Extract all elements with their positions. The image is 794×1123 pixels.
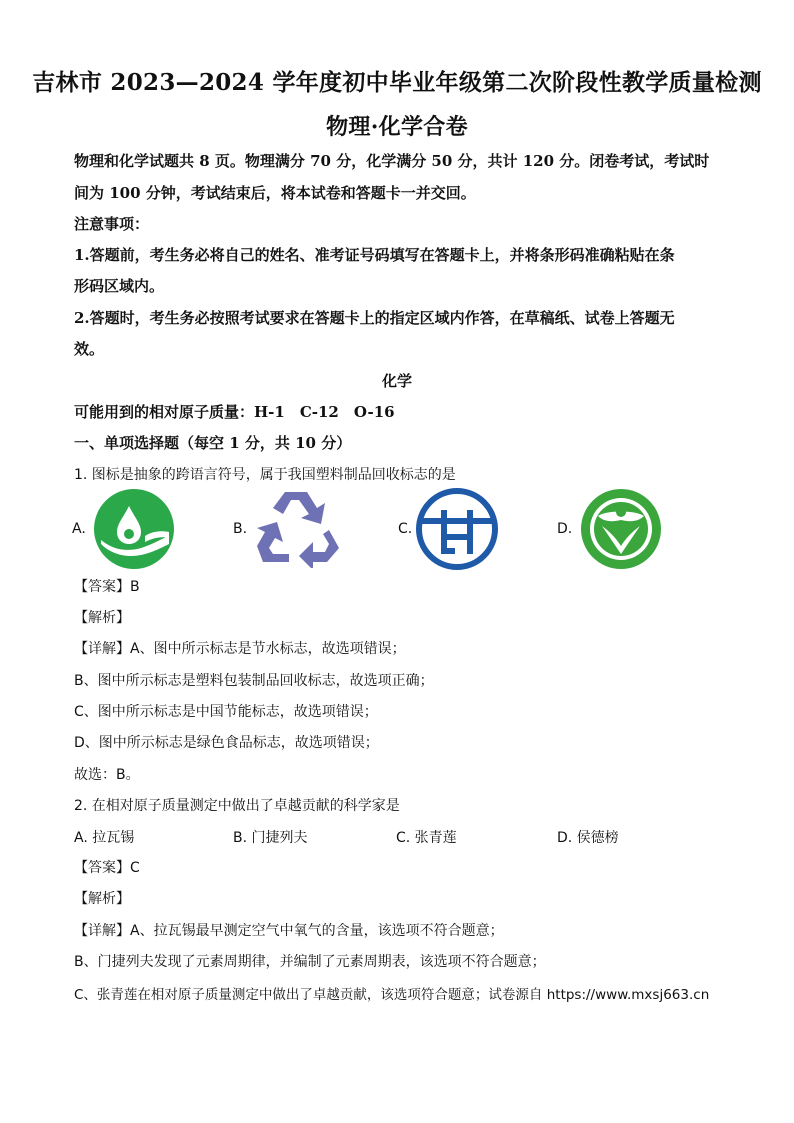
q1-option-b-label: B. — [233, 521, 248, 537]
q2-detail-c: C、张青莲在相对原子质量测定中做出了卓越贡献，该选项符合题意；试卷源自 https://www.mxsj663.cn — [74, 987, 710, 1003]
q2-option-a: A. 拉瓦锡 — [74, 830, 135, 846]
notice-2-line-1: 2.答题时，考生务必按照考试要求在答题卡上的指定区域内作答，在草稿纸、试卷上答题无 — [74, 309, 675, 327]
q1-option-a-label: A. — [72, 521, 86, 537]
atomic-mass-note: 可能用到的相对原子质量：H-1 C-12 O-16 — [74, 403, 395, 421]
page-title: 吉林市 2023—2024 学年度初中毕业年级第二次阶段性教学质量检测 — [32, 69, 762, 96]
notice-title: 注意事项： — [74, 215, 150, 233]
q2-analysis: 【解析】 — [74, 891, 130, 907]
q2-detail-a: 【详解】A、拉瓦锡最早测定空气中氧气的含量，该选项不符合题意； — [74, 923, 504, 939]
part-title: 一、单项选择题（每空 1 分，共 10 分） — [74, 434, 352, 452]
q2-stem: 2. 在相对原子质量测定中做出了卓越贡献的科学家是 — [74, 798, 400, 814]
q1-detail-d: D、图中所示标志是绿色食品标志，故选项错误； — [74, 735, 379, 751]
q1-answer: 【答案】B — [74, 579, 140, 595]
q1-conclusion: 故选：B。 — [74, 767, 140, 783]
q1-stem: 1. 图标是抽象的跨语言符号，属于我国塑料制品回收标志的是 — [74, 467, 456, 483]
q1-detail-a: 【详解】A、图中所示标志是节水标志，故选项错误； — [74, 641, 406, 657]
page-subtitle: 物理·化学合卷 — [326, 114, 468, 140]
q1-detail-c: C、图中所示标志是中国节能标志，故选项错误； — [74, 704, 378, 720]
recycle-logo-icon — [255, 486, 341, 568]
q2-answer: 【答案】C — [74, 860, 140, 876]
q2-detail-b: B、门捷列夫发现了元素周期律，并编制了元素周期表，该选项不符合题意； — [74, 954, 546, 970]
q1-option-c-label: C. — [398, 521, 413, 537]
energy-saving-logo-icon — [416, 488, 498, 570]
q2-option-b: B. 门捷列夫 — [233, 830, 308, 846]
intro-line-2: 间为 100 分钟，考试结束后，将本试卷和答题卡一并交回。 — [74, 184, 476, 202]
q1-analysis: 【解析】 — [74, 610, 130, 626]
intro-line-1: 物理和化学试题共 8 页。物理满分 70 分，化学满分 50 分，共计 120 分。闭卷考试，考试时 — [74, 152, 710, 170]
green-food-logo-icon — [580, 488, 662, 570]
notice-1-line-2: 形码区域内。 — [74, 277, 165, 295]
subject-heading: 化学 — [381, 372, 412, 390]
notice-2-line-2: 效。 — [74, 340, 105, 358]
q2-option-d: D. 侯德榜 — [557, 830, 619, 846]
q1-option-d-label: D. — [557, 521, 573, 537]
water-saving-logo-icon — [93, 488, 175, 570]
notice-1-line-1: 1.答题前，考生务必将自己的姓名、准考证号码填写在答题卡上，并将条形码准确粘贴在条 — [74, 246, 675, 264]
q2-option-c: C. 张青莲 — [396, 830, 457, 846]
q1-detail-b: B、图中所示标志是塑料包装制品回收标志，故选项正确； — [74, 673, 434, 689]
